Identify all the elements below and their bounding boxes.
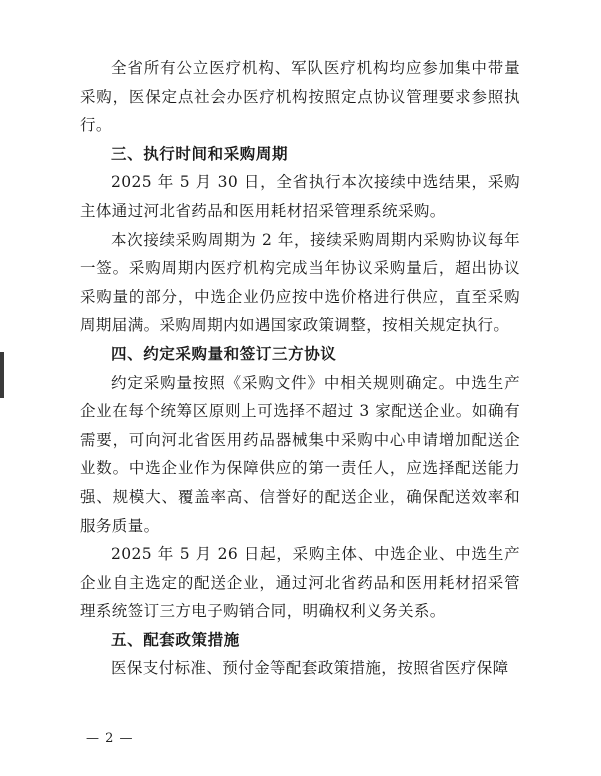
page-edge-tab bbox=[0, 352, 4, 398]
paragraph-supporting-policies: 医保支付标准、预付金等配套政策措施，按照省医疗保障 bbox=[111, 659, 509, 678]
heading-agreed-volume: 四、约定采购量和签订三方协议 bbox=[111, 344, 337, 363]
paragraph-participation: 全省所有公立医疗机构、军队医疗机构均应参加集中带量采购，医保定点社会办医疗机构按照定点协议管理要求参照执行。 bbox=[80, 59, 520, 135]
page-number: — 2 — bbox=[86, 731, 134, 746]
paragraph-procurement-cycle: 本次接续采购周期为 2 年，接续采购周期内采购协议每年一签。采购周期内医疗机构完成当年协议采购量后，超出协议采购量的部分，中选企业仍应按中选价格进行供应，直至采购周期届满。采购周期内如遇国家政策调整，按相关规定执行。 bbox=[80, 230, 520, 335]
document-body bbox=[80, 54, 520, 683]
paragraph-execution-date: 2025 年 5 月 30 日，全省执行本次接续中选结果，采购主体通过河北省药品和医用耗材招采管理系统采购。 bbox=[80, 173, 520, 220]
heading-supporting-policies: 五、配套政策措施 bbox=[111, 630, 240, 649]
paragraph-tripartite-contract: 2025 年 5 月 26 日起，采购主体、中选企业、中选生产企业自主选定的配送企业，通过河北省药品和医用耗材招采管理系统签订三方电子购销合同，明确权利义务关系。 bbox=[80, 545, 520, 621]
heading-execution-time: 三、执行时间和采购周期 bbox=[111, 144, 289, 163]
paragraph-agreed-volume: 约定采购量按照《采购文件》中相关规则确定。中选生产企业在每个统筹区原则上可选择不超过 3 家配送企业。如确有需要，可向河北省医用药品器械集中采购中心申请增加配送企业数。中选企业作为保障供应的第一责任人，应选择配送能力强、规模大、覆盖率高、信誉好的配送企业，确保配送效率和服务质量。 bbox=[80, 373, 520, 535]
